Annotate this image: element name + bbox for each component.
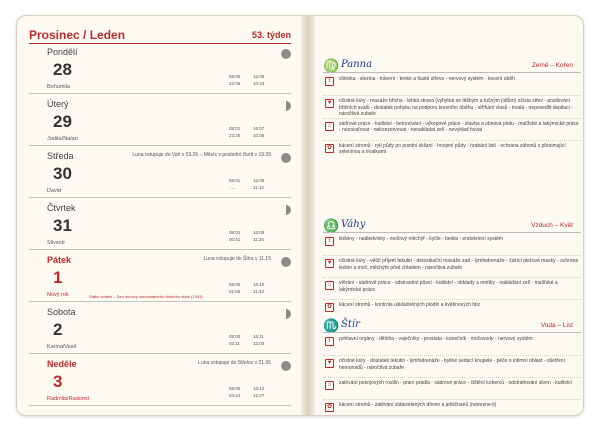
sunrise-time: 08:00 (229, 386, 241, 391)
zodiac-header (323, 216, 581, 234)
libra-icon: ♎ (323, 218, 340, 233)
activity-icon: ⚕ (325, 337, 334, 346)
sunset-time: 16:11 (253, 334, 264, 339)
sunrise-time: 08:01 (229, 230, 241, 235)
moonrise-time: 00:41 (229, 237, 241, 242)
day-row[interactable] (29, 148, 291, 198)
day-number: 31 (53, 216, 72, 235)
activity-icon: ✿ (326, 144, 333, 151)
scorpio-icon: ♏ (323, 318, 340, 333)
activity-icon: ⚕ (325, 237, 334, 246)
sunset-time: 16:08 (253, 74, 265, 79)
moon-note: Luna vstupuje do Střelce v 21.56 (198, 360, 271, 366)
moon-phase-icon (281, 153, 291, 163)
moon-phase-icon (281, 257, 291, 267)
divider (323, 232, 581, 233)
zodiac-header (323, 56, 581, 74)
sunrise-time: 08:00 (229, 74, 241, 79)
moon-phase-icon (281, 205, 291, 215)
activity-icon: ♥ (325, 99, 334, 108)
zodiac-row (323, 380, 581, 400)
zodiac-row (323, 358, 581, 378)
zodiac-row-text: očistné kúry - větší příjem tekutin - detoxikační masáže zad - lymfodrenáže - čistící pleťové masky - ochrana ledvin a moč. měchýře před chladem - náročtivá zubaře (339, 258, 579, 271)
name-day: Bohumila (47, 84, 70, 90)
sun-moon-times (229, 229, 277, 243)
activity-icon: ⌂ (325, 381, 334, 390)
name-day: Nový rok (47, 292, 69, 298)
moon-phase-icon (281, 101, 291, 111)
zodiac-row-text: kácení stromů - kontrola uskladněných plodin a květinových hlíz (339, 302, 481, 308)
sun-moon-times (229, 177, 277, 191)
sunset-time: 16:09 (253, 230, 265, 235)
zodiac-section (323, 216, 581, 322)
zodiac-row-text: pohlavní orgány - děloha - vaječníky - prostata - konečník - močovody - nervový systém (339, 336, 533, 342)
day-number: 30 (53, 164, 72, 183)
zodiac-row (323, 121, 581, 141)
zodiac-row-text: kácení stromů - rytí půdy po pozdní sklizní - hnojení půdy - hrabání listí - ochrana záhonů s přezimující zeleninou a trvalkami (339, 142, 566, 155)
zodiac-section (323, 316, 581, 416)
day-name: Pondělí (47, 47, 78, 57)
name-day: Radmila/Radomil (47, 396, 89, 402)
zodiac-row-text: sádrové práce - kutilství - betonování - výkopové práce - stavba a obnova plotu - malířské a lakýrnické práce - nezavařovat - nekonzervovat - nenakládat zelí - nevyklad hovat (339, 120, 579, 133)
name-day: Judita/Natan (47, 136, 78, 142)
zodiac-section (323, 56, 581, 163)
day-name: Pátek (47, 255, 72, 265)
activity-icon: ✿ (326, 404, 333, 410)
moon-phase-icon (281, 309, 291, 319)
day-name: Úterý (47, 99, 69, 109)
moonrise-time: 04:24 (229, 393, 241, 398)
day-row[interactable] (29, 252, 291, 302)
day-row[interactable] (29, 304, 291, 354)
zodiac-header (323, 316, 581, 334)
moonset-time: 10:43 (253, 81, 265, 86)
zodiac-row (323, 98, 581, 119)
day-name: Čtvrtek (47, 203, 76, 213)
sunset-time: 16:12 (253, 386, 265, 391)
day-row[interactable] (29, 356, 291, 406)
moonset-time: 11:26 (253, 237, 264, 242)
moonrise-time: 01:56 (229, 289, 241, 294)
activity-icon: ♥ (325, 359, 334, 368)
divider (323, 72, 581, 73)
moonset-time: 12:03 (253, 341, 265, 346)
zodiac-row-text: ledviny - nadledvinky - močový měchýř - kyčle - bedra - endokrinní systém (339, 236, 503, 242)
sun-moon-times (229, 385, 277, 399)
moon-note: Luna vstupuje do Štíra v 11.15 (203, 256, 271, 262)
zodiac-row-text: zalévání pokojových rostlin - praní prádla - sádrové práce - čištění koberců - odstraňování skvrn - kutilství (339, 380, 572, 386)
day-name: Sobota (47, 307, 76, 317)
divider (323, 332, 581, 333)
moon-phase-icon (281, 49, 291, 59)
holiday-note: Státní svátek – Den obnovy samostatného českého státu (1993) (89, 294, 203, 299)
zodiac-row (323, 402, 581, 416)
zodiac-row-text: slinivka - slezina - trávení - tenké a tlusté střevo - nervový systém - kosvní oběh (339, 76, 515, 82)
moonset-time: 11:43 (253, 289, 264, 294)
sun-moon-times (229, 125, 277, 139)
moonset-time: 10:58 (253, 133, 265, 138)
sunrise-time: 08:01 (229, 126, 241, 131)
day-row[interactable] (29, 200, 291, 250)
page-header (29, 28, 291, 44)
zodiac-row (323, 143, 581, 163)
moonrise-time: 03:11 (229, 341, 240, 346)
zodiac-row (323, 258, 581, 278)
day-row[interactable] (29, 44, 291, 94)
zodiac-row (323, 76, 581, 96)
zodiac-name: Panna (341, 59, 373, 70)
moonset-time: 11:12 (253, 185, 264, 190)
name-day: Karina/Vasil (47, 344, 76, 350)
sun-moon-times (229, 333, 277, 347)
moonrise-time: 22:06 (229, 81, 241, 86)
zodiac-row-text: kácení stromů - zalévání stálezelených dřevin a jehličnanů (nemrzne-li) (339, 402, 497, 408)
zodiac-row-text: větrání - sádrové práce - odstranění plísní - kutilství - obklady a omítky - nakládání zelí - malířské a lakýrnické práce (339, 280, 558, 293)
sunrise-time: 08:00 (229, 282, 241, 287)
week-label: 53. týden (251, 30, 291, 40)
moonrise-time: 23:25 (229, 133, 241, 138)
moonset-time: 12:27 (253, 393, 265, 398)
zodiac-name: Váhy (341, 219, 366, 230)
activity-icon: ⌂ (325, 281, 334, 290)
day-number: 28 (53, 60, 72, 79)
day-number: 2 (53, 320, 63, 339)
sunrise-time: 08:00 (229, 334, 241, 339)
right-page (315, 16, 584, 415)
activity-icon: ⚕ (325, 77, 334, 86)
planner-spread (16, 15, 584, 416)
day-number: 3 (53, 372, 63, 391)
name-day: David (47, 188, 62, 194)
zodiac-element: Voda – List (540, 322, 573, 329)
activity-icon: ⌂ (325, 122, 334, 131)
zodiac-element: Vzduch – Květ (531, 222, 573, 229)
name-day: Silvestr (47, 240, 66, 246)
activity-icon: ♥ (325, 259, 334, 268)
book-spine (301, 16, 315, 415)
day-name: Středa (47, 151, 74, 161)
moon-phase-icon (281, 361, 291, 371)
left-page (17, 16, 301, 415)
day-name: Neděle (47, 359, 77, 369)
virgo-icon: ♍ (323, 58, 340, 73)
moonrise-time: ...... (229, 185, 237, 190)
zodiac-name: Štír (341, 319, 360, 330)
sunset-time: 16:10 (253, 282, 265, 287)
day-number: 29 (53, 112, 72, 131)
zodiac-element: Země – Kořen (531, 62, 573, 69)
zodiac-row-text: očistné kúry - dostatek tekutin - lymfodrenáže - byliné sedací koupele - péče o intimní oblast - ošetření hemoroidů - náročtivá zubaře (339, 358, 565, 371)
zodiac-row (323, 236, 581, 256)
zodiac-row (323, 280, 581, 300)
zodiac-row-text: očistné kúry - masáže břicha - lehká strava (vyhýbat se těžkým a tučným jídlům) očista střev - posilování břišních svalů - dostatek pohybu na podporu krevního oběhu - stříhání vlasů - trvalá - nepovedlit depilaci - náročtivá zubaře (339, 98, 573, 117)
day-number: 1 (53, 268, 63, 287)
moon-note: Luna vstupuje do Vah v 03.26 – Měsíc v poslední čtvrti v 19:39 (132, 152, 271, 158)
sunrise-time: 08:01 (229, 178, 241, 183)
sunset-time: 16:08 (253, 178, 265, 183)
day-row[interactable] (29, 96, 291, 146)
activity-icon: ✿ (326, 304, 333, 310)
page-title: Prosinec / Leden (29, 28, 126, 42)
sun-moon-times (229, 73, 277, 87)
sunset-time: 16:07 (253, 126, 265, 131)
sun-moon-times (229, 281, 277, 295)
zodiac-row (323, 336, 581, 356)
